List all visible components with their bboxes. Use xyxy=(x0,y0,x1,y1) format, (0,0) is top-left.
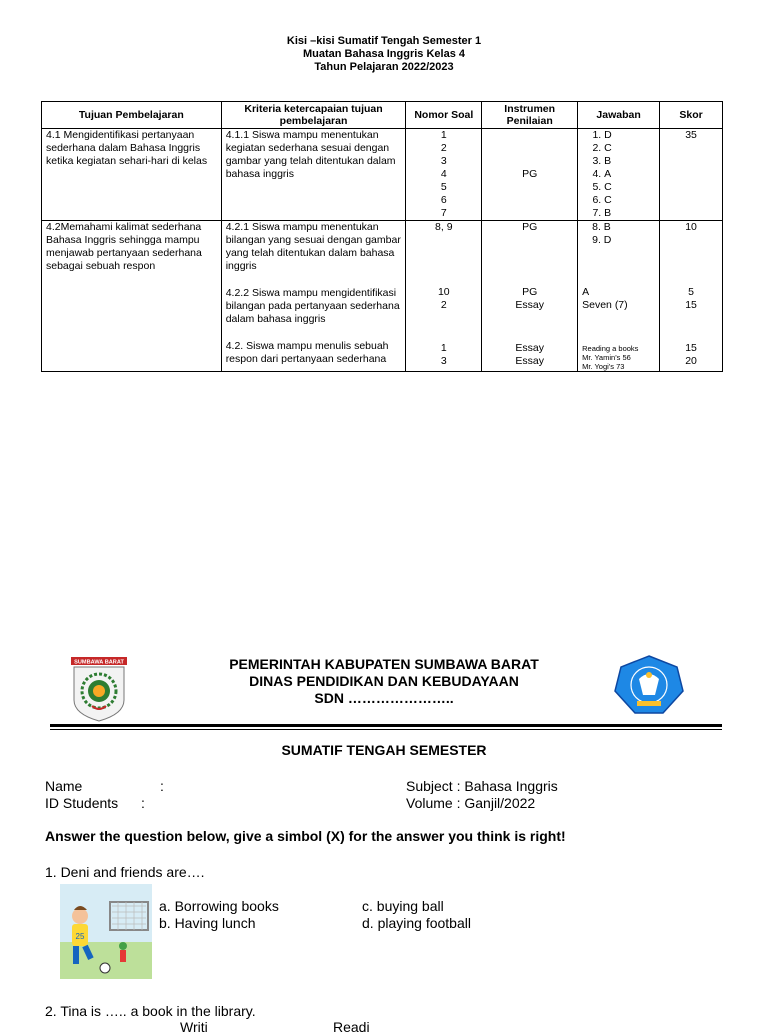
tut-wuri-handayani-logo-icon xyxy=(613,655,685,717)
letterhead-divider xyxy=(50,724,722,727)
skor-item: 15 xyxy=(685,342,697,354)
row1-tujuan: 4.1 Mengidentifikasi pertanyaan sederhana dalam Bahasa Inggris ketika kegiatan sehari-hari di kelas xyxy=(42,129,222,221)
instrumen-item: PG xyxy=(522,221,538,233)
header-jawaban: Jawaban xyxy=(578,102,660,129)
kids-playing-football-picture-icon xyxy=(60,884,152,979)
header-skor: Skor xyxy=(660,102,723,129)
table-header-row xyxy=(42,102,723,129)
row2-tujuan: 4.2Memahami kalimat sederhana Bahasa Inggris sehingga mampu menjawab pertanyaan sederhana sebagai sebuah respon xyxy=(42,221,222,372)
q1-option-b[interactable]: b. Having lunch xyxy=(159,915,256,931)
kriteria-4-2-2: 4.2.2 Siswa mampu mengidentifikasi bilangan pada pertanyaan sederhana dalam bahasa inggris xyxy=(225,287,400,325)
jawaban-item: Mr. Yogi's 73 xyxy=(582,362,625,371)
nomor-item: 1 xyxy=(440,129,447,141)
skor-item: 5 xyxy=(688,286,694,298)
header-instrumen: Instrumen Penilaian xyxy=(482,102,578,129)
name-label: Name xyxy=(45,778,83,794)
jawaban-item: 6. C xyxy=(604,194,655,207)
kisi-title-line-1: Kisi –kisi Sumatif Tengah Semester 1 xyxy=(286,35,482,47)
question-2: 2. Tina is ….. a book in the library. xyxy=(45,1003,256,1019)
instrumen-item: PG xyxy=(522,286,538,298)
jawaban-item: 3. B xyxy=(604,155,655,168)
nomor-item: 4 xyxy=(440,168,447,180)
row1-skor: 35 xyxy=(660,129,723,221)
row2-nomor xyxy=(406,221,482,372)
id-students-label: ID Students xyxy=(45,795,119,811)
letterhead-divider-thin xyxy=(50,729,722,730)
svg-text:25: 25 xyxy=(75,932,85,941)
jawaban-item: Seven (7) xyxy=(582,299,628,311)
kisi-title xyxy=(0,35,768,74)
letterhead-line-2: DINAS PENDIDIKAN DAN KEBUDAYAAN xyxy=(249,673,519,689)
header-tujuan: Tujuan Pembelajaran xyxy=(42,102,222,129)
jawaban-item: 2. C xyxy=(604,142,655,155)
header-kriteria: Kriteria ketercapaian tujuan pembelajaran xyxy=(221,102,406,129)
jawaban-item: Reading a books xyxy=(582,344,639,353)
kisi-title-line-3: Tahun Pelajaran 2022/2023 xyxy=(314,61,454,73)
nomor-item: 8, 9 xyxy=(435,221,453,233)
nomor-item: 3 xyxy=(440,155,447,167)
jawaban-item: A xyxy=(582,286,590,298)
kisi-title-line-2: Muatan Bahasa Inggris Kelas 4 xyxy=(303,48,465,60)
exam-title: SUMATIF TENGAH SEMESTER xyxy=(281,742,487,758)
jawaban-item: 1. D xyxy=(604,129,655,142)
nomor-item: 7 xyxy=(440,207,447,219)
skor-item: 15 xyxy=(685,299,697,311)
instrumen-item: Essay xyxy=(515,355,544,367)
kriteria-4-2: 4.2. Siswa mampu menulis sebuah respon dari pertanyaan sederhana xyxy=(225,340,389,365)
q1-option-a[interactable]: a. Borrowing books xyxy=(159,898,279,914)
header-nomor: Nomor Soal xyxy=(406,102,482,129)
jawaban-list xyxy=(582,129,655,220)
row1-kriteria: 4.1.1 Siswa mampu menentukan kegiatan sederhana sesuai dengan gambar yang telah ditentukan dalam bahasa inggris xyxy=(221,129,406,221)
instrumen-item: Essay xyxy=(515,342,544,354)
nomor-item: 10 xyxy=(437,286,450,298)
jawaban-item: 4. A xyxy=(604,168,655,181)
emblem-banner-text: SUMBAWA BARAT xyxy=(74,659,124,666)
skor-item: 10 xyxy=(685,221,697,233)
nomor-item: 5 xyxy=(440,181,447,193)
instrumen-item: Essay xyxy=(515,299,544,311)
kriteria-4-2-1: 4.2.1 Siswa mampu menentukan bilangan yang sesuai dengan gambar yang telah ditentukan dalam bahasa inggris xyxy=(225,221,401,272)
row1-instrumen: PG xyxy=(482,129,578,221)
jawaban-item: Mr. Yamin's 56 xyxy=(582,353,631,362)
subject-field: Subject : Bahasa Inggris xyxy=(406,778,558,794)
jawaban-item: 9. D xyxy=(592,234,612,246)
q2-option-c-partial[interactable]: Readi xyxy=(333,1019,370,1035)
nomor-item: 1 xyxy=(440,342,447,354)
row2-kriteria xyxy=(221,221,406,372)
q1-option-d[interactable]: d. playing football xyxy=(362,915,471,931)
letterhead-line-1: PEMERINTAH KABUPATEN SUMBAWA BARAT xyxy=(229,656,539,672)
nomor-item: 2 xyxy=(440,142,447,154)
letterhead-line-3: SDN ………………….. xyxy=(314,690,454,706)
jawaban-item: 7. B xyxy=(604,207,655,220)
row2-skor xyxy=(660,221,723,372)
letterhead xyxy=(0,654,768,734)
kisi-table xyxy=(41,101,723,372)
name-colon[interactable]: : xyxy=(160,778,164,794)
question-1: 1. Deni and friends are…. xyxy=(45,864,205,880)
skor-item: 20 xyxy=(685,355,697,367)
row2-instrumen xyxy=(482,221,578,372)
row1-nomor xyxy=(406,129,482,221)
volume-field: Volume : Ganjil/2022 xyxy=(406,795,536,811)
nomor-item: 2 xyxy=(440,299,447,311)
table-row xyxy=(42,129,723,221)
jawaban-item: 8. B xyxy=(592,221,611,233)
q2-option-a-partial[interactable]: Writi xyxy=(180,1019,208,1035)
jawaban-item: 5. C xyxy=(604,181,655,194)
nomor-item: 3 xyxy=(440,355,447,367)
nomor-item: 6 xyxy=(440,194,447,206)
instruction: Answer the question below, give a simbol (X) for the answer you think is right! xyxy=(45,828,566,844)
table-row xyxy=(42,221,723,372)
q1-option-c[interactable]: c. buying ball xyxy=(362,898,444,914)
row1-jawaban xyxy=(578,129,660,221)
row2-jawaban xyxy=(578,221,660,372)
id-colon[interactable]: : xyxy=(141,795,145,811)
